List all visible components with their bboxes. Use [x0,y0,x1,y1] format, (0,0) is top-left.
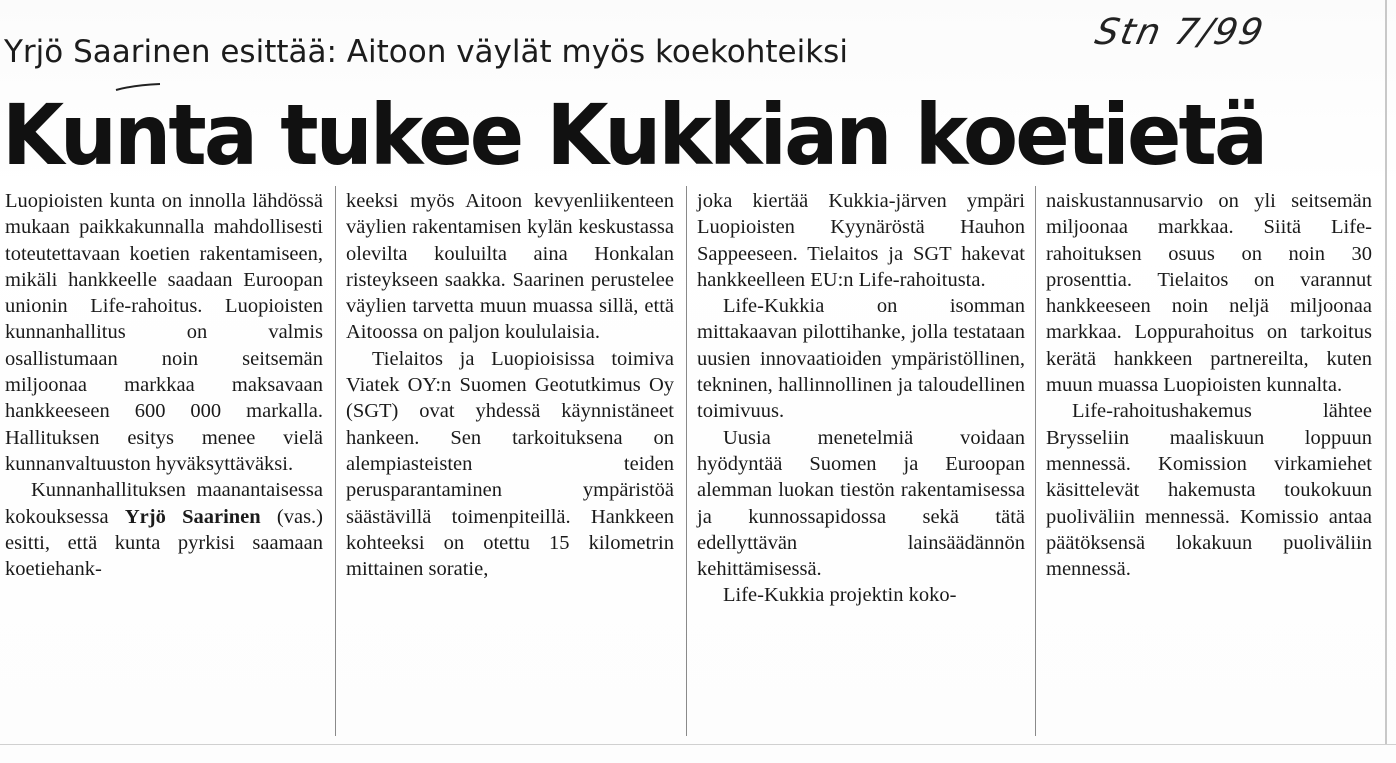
paragraph: Tielaitos ja Luopioisissa toimiva Viatek OY:n Suomen Geotutkimus Oy (SGT) ovat yhdessä käynnistäneet hankeen. Sen tarkoituksena on alempiasteisten teiden perusparantaminen ympäristöä säästävillä toimenpiteillä. Hankkeen kohteeksi on otettu 15 kilometrin mittainen soratie, [346,347,674,581]
scan-bottom-edge [0,744,1396,745]
paragraph: Life-rahoitushakemus lähtee Brysseliin maaliskuun loppuun mennessä. Komission virkamiehet käsittelevät hakemusta toukokuun puoliväliin mennessä. Komissio antaa päätöksensä lokakuun puoliväliin mennessä. [1046,400,1372,581]
paragraph: joka kiertää Kukkia-järven ympäri Luopioisten Kyynäröstä Hauhon Sappeeseen. Tielaitos ja SGT hakevat hankkeelleen EU:n Life-rahoitusta. [697,190,1025,291]
article-headline: Kunta tukee Kukkian koetietä [2,86,1266,184]
article-column-1 [5,188,323,582]
paragraph-text: (vas.) esitti, että kunta pyrkisi saamaan koetiehank- [5,505,324,581]
handwritten-note: Stn 7/99 [1091,12,1269,53]
article-column-3 [697,188,1025,609]
paragraph [5,477,323,582]
article-subtitle: Yrjö Saarinen esittää: Aitoon väylät myös koekohteiksi [4,34,848,70]
paragraph: Life-Kukkia on isomman mittakaavan pilottihanke, jolla testataan uusien innovaatioiden ympäristöllinen, tekninen, hallinnollinen ja taloudellinen toimivuus. [697,295,1025,423]
paragraph-text: Kunnanhallituksen maanantaisessa kokouksessa [5,479,323,528]
paragraph: keeksi myös Aitoon kevyenliikenteen väylien rakentamisen kylän keskustassa olevilta kouluilta aina Honkalan risteykseen saakka. Saarinen perustelee väylien tarvetta muun muassa sillä, että Aitoossa on paljon koululaisia. [346,190,674,344]
paragraph: Uusia menetelmiä voidaan hyödyntää Suomen ja Euroopan alemman luokan tiestön rakentamisessa ja kunnossapidossa sekä tätä edellyttävän lainsäädännön kehittämisessä. [697,426,1025,581]
paragraph: Life-Kukkia projektin koko- [723,584,957,607]
article-body [0,188,1396,748]
paragraph: naiskustannusarvio on yli seitsemän miljoonaa markkaa. Siitä Life-rahoituksen osuus on noin 30 prosenttia. Tielaitos on varannut hankkeeseen noin neljä miljoonaa markkaa. Loppurahoitus on tarkoitus kerätä hankkeen partnereilta, kuten muun muassa Luopioisten kunnalta. [1046,190,1372,397]
paragraph: Luopioisten kunta on innolla lähdössä mukaan paikkakunnalla mahdollisesti toteutettavaan koetien rakentamiseen, mikäli hankkeelle saadaan Euroopan unionin Life-rahoitus. Luopioisten kunnanhallitus on valmis osallistumaan noin seitsemän miljoonaa markkaa maksavaan hankkeeseen 600 000 markalla. Hallituksen esitys menee vielä kunnanvaltuuston hyväksyttäväksi. [5,190,323,475]
person-name: Yrjö Saarinen [124,505,261,528]
article-column-4 [1046,188,1372,582]
article-column-2 [346,188,674,582]
scan-edge [1385,0,1387,745]
